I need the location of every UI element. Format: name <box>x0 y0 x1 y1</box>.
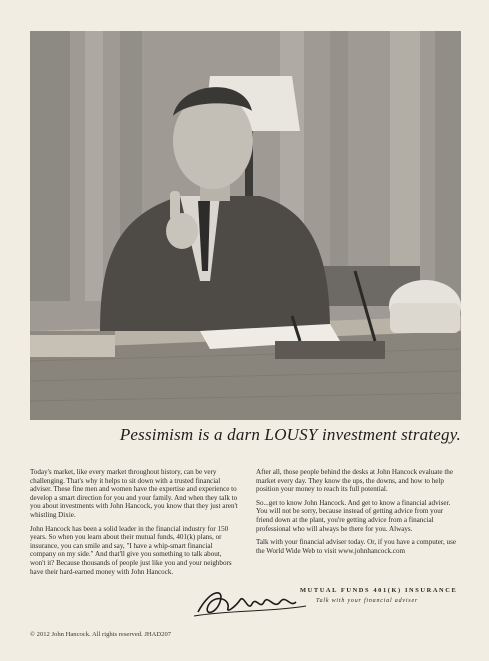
body-column-left <box>30 468 238 581</box>
paragraph: John Hancock has been a solid leader in the financial industry for 150 years. So when you learn about their mutual funds, 401(k) plans, or insurance, you can smile and say, "I have a whip-smart financial company on my side." And that'll give you something to talk about, won't it? Because thousands of people just like you and your neighbors have their hard-earned money with John Hancock. <box>30 524 232 576</box>
advertisement-photo <box>30 31 461 420</box>
man-at-desk-illustration <box>30 31 461 420</box>
body-column-right <box>256 468 461 560</box>
paragraph: After all, those people behind the desks at John Hancock evaluate the market every day. They know the ups, the downs, and how to help position your money to reach its full potential. <box>256 468 453 494</box>
john-hancock-signature-logo <box>190 584 310 622</box>
product-line: MUTUAL FUNDS 401(K) INSURANCE <box>300 587 458 594</box>
paragraph: So...get to know John Hancock. And get to know a financial adviser. You will not be sorry, because instead of getting advice from your friend down at the plant, you're getting advice from a financial professional who will always be there for you. Always. <box>256 498 451 533</box>
brand-tagline: Talk with your financial adviser <box>316 598 419 604</box>
paragraph: Today's market, like every market throughout history, can be very challenging. That's why it helps to sit down with a trusted financial adviser. These fine men and women have the expertise and experience to develop a smart direction for you and your family. And when they talk to you about investments with John Hancock, you know that they just aren't whistling Dixie. <box>30 468 238 519</box>
headline: Pessimism is a darn LOUSY investment strategy. <box>119 425 461 444</box>
copyright: © 2012 John Hancock. All rights reserved. JHAD207 <box>30 631 172 638</box>
paragraph: Talk with your financial adviser today. Or, if you have a computer, use the World Wide Web to visit www.johnhancock.com <box>256 538 456 555</box>
